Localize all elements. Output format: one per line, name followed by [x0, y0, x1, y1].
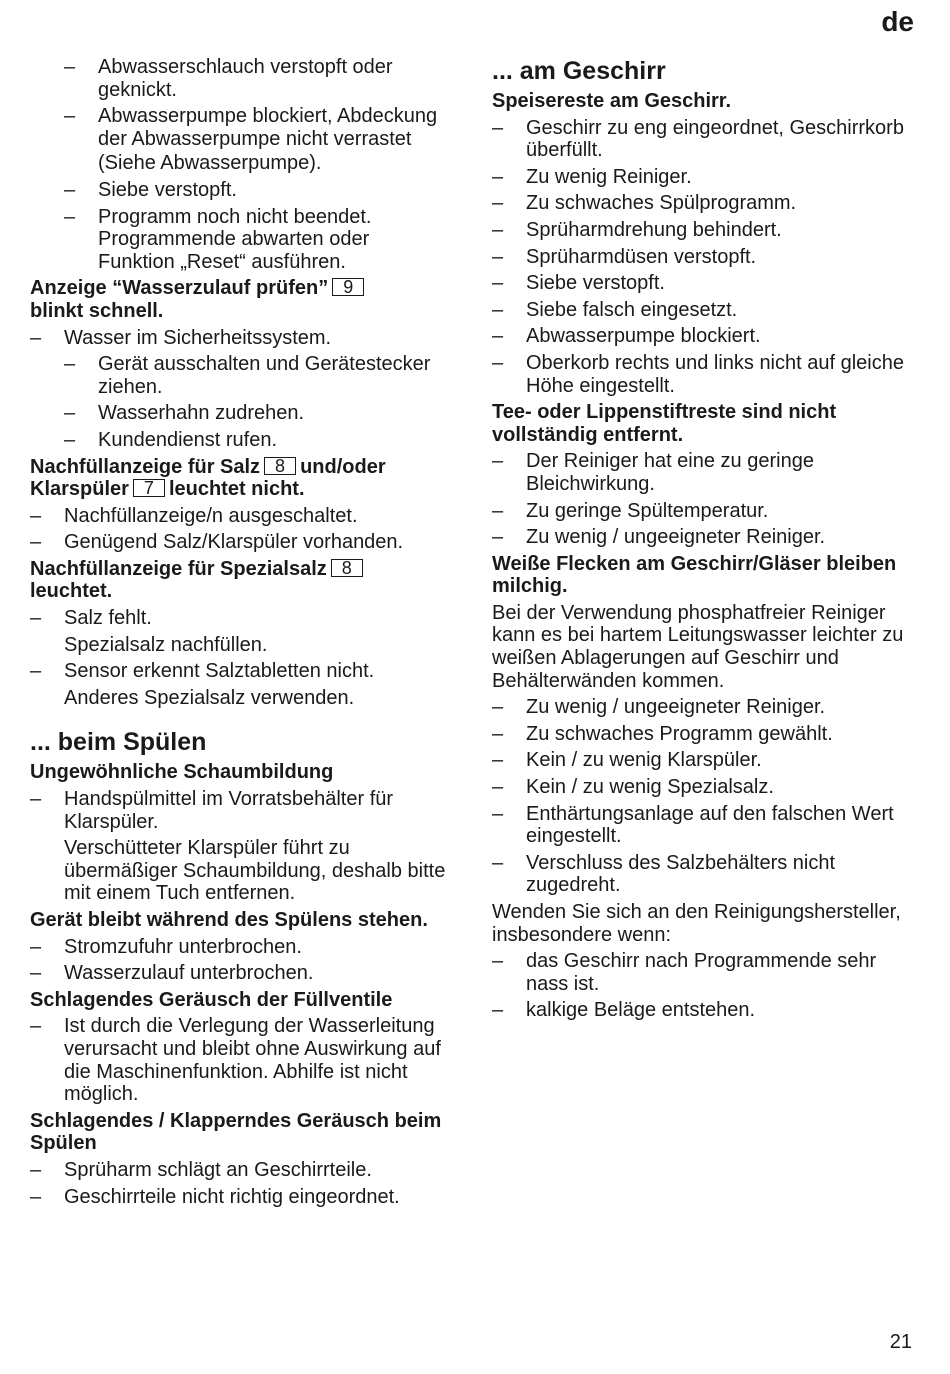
list-item: – Kundendienst rufen. [64, 428, 278, 451]
left-column [30, 56, 450, 1212]
list-item: – Sprüharm schlägt an Geschirrteile. [30, 1158, 372, 1181]
display-key-7: 7 [133, 479, 165, 497]
list-item: – Ist durch die Verlegung der Wasserleitung verursacht und bleibt ohne Auswirkung auf die Maschinenfunktion. Abhilfe ist nicht möglich. [30, 1015, 441, 1106]
list-item: – Genügend Salz/Klarspüler vorhanden. [30, 531, 404, 554]
heading-schaumbildung: Ungewöhnliche Schaumbildung [30, 761, 334, 784]
list-item: – Stromzufuhr unterbrochen. [30, 935, 302, 958]
heading-weisse-flecken: Weiße Flecken am Geschirr/Gläser bleiben milchig. [492, 552, 897, 598]
list-item-note: Anderes Spezialsalz verwenden. [64, 686, 355, 709]
list-item: – Kein / zu wenig Klarspüler. [492, 749, 762, 772]
list-item: – Sprüharmdrehung behindert. [492, 218, 782, 241]
heading-klapperndes-geraeusch: Schlagendes / Klapperndes Geräusch beim Spülen [30, 1109, 442, 1155]
heading-fuellventile: Schlagendes Geräusch der Füllventile [30, 988, 393, 1011]
paragraph-reinigungshersteller: Wenden Sie sich an den Reinigungshersteller, insbesondere wenn: [492, 901, 901, 946]
heading-geraet-stehen: Gerät bleibt während des Spülens stehen. [30, 909, 428, 931]
list-item: – Wasserzulauf unterbrochen. [30, 962, 314, 985]
list-item: – Der Reiniger hat eine zu geringe Bleichwirkung. [492, 450, 814, 495]
list-item: – Oberkorb rechts und links nicht auf gleiche Höhe eingestellt. [492, 351, 904, 397]
list-item-note: (Siehe Abwasserpumpe). [98, 152, 322, 175]
paragraph-phosphatfrei: Bei der Verwendung phosphatfreier Reiniger kann es bei hartem Leitungswasser leichter zu weißen Ablagerungen auf Geschirr und Behälterwänden kommen. [492, 601, 904, 692]
heading-speisereste: Speisereste am Geschirr. [492, 90, 732, 112]
list-item: – Wasser im Sicherheitssystem. [30, 326, 332, 349]
page-number: 21 [889, 1331, 912, 1353]
heading-tee-lippenstift: Tee- oder Lippenstiftreste sind nicht vollständig entfernt. [492, 401, 837, 446]
heading-nachfuellanzeige: Nachfüllanzeige für Salz 8 und/oder Klarspüler 7 leuchtet nicht. [30, 455, 386, 501]
list-item: – Verschluss des Salzbehälters nicht zugedreht. [492, 851, 836, 897]
list-item-note: Verschütteter Klarspüler führt zu übermäßiger Schaumbildung, deshalb bitte mit einem Tuch entfernen. [64, 837, 446, 905]
list-item: – Gerät ausschalten und Gerätestecker ziehen. [64, 353, 431, 398]
list-item: – Sprüharmdüsen verstopft. [492, 245, 757, 268]
list-item: – Siebe verstopft. [64, 178, 237, 201]
list-item: – Zu schwaches Spülprogramm. [492, 192, 797, 215]
list-item: – Siebe falsch eingesetzt. [492, 298, 738, 321]
section-title-beim-spuelen: ... beim Spülen [30, 728, 207, 757]
list-item: – Sensor erkennt Salztabletten nicht. [30, 660, 375, 683]
display-key-8: 8 [331, 559, 363, 577]
list-item: – Enthärtungsanlage auf den falschen Wert eingestellt. [492, 802, 894, 848]
display-key-9: 9 [332, 278, 364, 296]
list-item: – das Geschirr nach Programmende sehr nass ist. [492, 950, 877, 995]
list-item-note: Spezialsalz nachfüllen. [64, 633, 268, 656]
right-column [492, 56, 912, 1026]
heading-spezialsalz: Nachfüllanzeige für Spezialsalz 8 leuchtet. [30, 558, 450, 603]
list-item: – Wasserhahn zudrehen. [64, 402, 305, 425]
list-item: – Abwasserpumpe blockiert, Abdeckung der Abwasserpumpe nicht verrastet [64, 105, 438, 150]
list-item: – Geschirrteile nicht richtig eingeordnet. [30, 1185, 400, 1208]
list-item: – Zu wenig / ungeeigneter Reiniger. [492, 696, 826, 719]
section-title-am-geschirr: ... am Geschirr [492, 57, 666, 85]
list-item: – Kein / zu wenig Spezialsalz. [492, 776, 774, 799]
list-item: – Zu wenig Reiniger. [492, 165, 692, 188]
list-item: – Handspülmittel im Vorratsbehälter für Klarspüler. [30, 788, 394, 833]
display-key-8: 8 [264, 457, 296, 475]
list-item: – Nachfüllanzeige/n ausgeschaltet. [30, 504, 358, 527]
list-item: – Zu geringe Spültemperatur. [492, 499, 769, 522]
list-item: – Geschirr zu eng eingeordnet, Geschirrkorb überfüllt. [492, 116, 904, 162]
list-item: – Salz fehlt. [30, 607, 152, 630]
list-item: – Programm noch nicht beendet. Programmende abwarten oder Funktion „Reset“ ausführen. [64, 205, 372, 273]
list-item: – Abwasserschlauch verstopft oder geknickt. [64, 56, 393, 101]
list-item: – Siebe verstopft. [492, 272, 665, 295]
list-item: – Zu schwaches Programm gewählt. [492, 722, 833, 745]
list-item: – Abwasserpumpe blockiert. [492, 325, 761, 348]
language-tag: de [881, 6, 914, 37]
list-item: – Zu wenig / ungeeigneter Reiniger. [492, 526, 826, 549]
list-item: – kalkige Beläge entstehen. [492, 999, 756, 1022]
heading-wasserzulauf: Anzeige “Wasserzulauf prüfen” 9 blinkt schnell. [30, 277, 450, 322]
